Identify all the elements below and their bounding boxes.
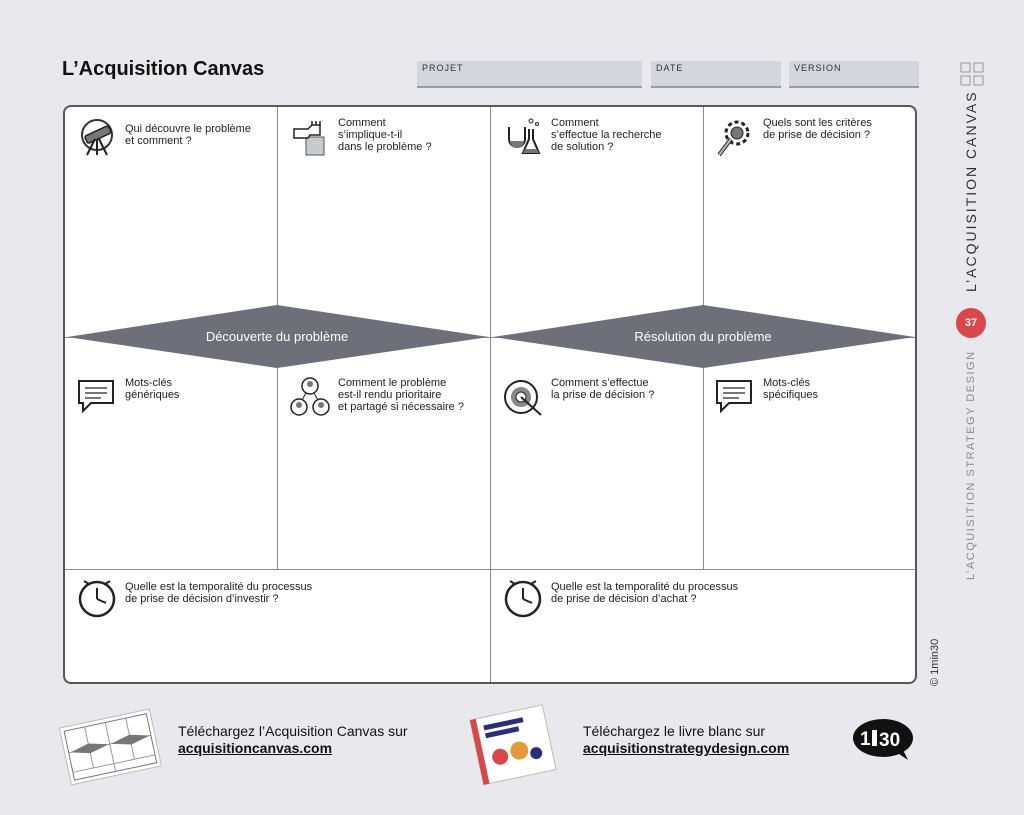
cell-label: Mots-clés génériques bbox=[125, 377, 180, 401]
svg-text:30: 30 bbox=[879, 730, 901, 751]
copyright: © 1min30 bbox=[929, 638, 941, 686]
page-title: L’Acquisition Canvas bbox=[62, 58, 265, 80]
footer-book-text: Téléchargez le livre blanc sur bbox=[583, 723, 766, 739]
book-cover-image bbox=[462, 700, 562, 790]
svg-text:1: 1 bbox=[860, 729, 871, 750]
diamond-label-resolution: Résolution du problème bbox=[634, 329, 772, 344]
project-field-label: PROJET bbox=[422, 63, 464, 73]
sidebar-title: L’ACQUISITION CANVAS bbox=[963, 90, 979, 292]
acquisitionstrategydesign-link[interactable]: acquisitionstrategydesign.com bbox=[583, 740, 790, 756]
hand-icon bbox=[288, 115, 332, 159]
version-field-label: VERSION bbox=[794, 63, 842, 73]
footer-canvas-text: Téléchargez l’Acquisition Canvas sur bbox=[178, 723, 408, 739]
clock-icon bbox=[501, 575, 545, 619]
cell-investment-timing[interactable] bbox=[75, 575, 312, 619]
cell-prioritization[interactable] bbox=[288, 375, 464, 419]
project-field[interactable] bbox=[417, 61, 642, 88]
cell-decision-process[interactable] bbox=[501, 375, 654, 419]
speech-bubble-icon bbox=[75, 375, 119, 419]
sidebar-subtitle: L’ACQUISITION STRATEGY DESIGN bbox=[965, 350, 977, 580]
grid-divider bbox=[490, 107, 491, 684]
cell-label: Comment s’effectue la recherche de solution ? bbox=[551, 117, 662, 153]
cell-involvement[interactable] bbox=[288, 115, 432, 159]
date-field[interactable] bbox=[651, 61, 781, 88]
speech-bubble-icon bbox=[713, 375, 757, 419]
acquisition-canvas bbox=[63, 105, 917, 684]
cell-label: Quels sont les critères de prise de décision ? bbox=[763, 117, 872, 141]
cell-discovery[interactable] bbox=[75, 115, 251, 159]
telescope-icon bbox=[75, 115, 119, 159]
cell-solution-search[interactable] bbox=[501, 115, 661, 159]
acquisitioncanvas-link[interactable]: acquisitioncanvas.com bbox=[178, 740, 333, 756]
canvas-thumbnail-image bbox=[52, 700, 168, 790]
cell-label: Comment s’effectue la prise de décision ? bbox=[551, 377, 655, 401]
gear-pencil-icon bbox=[713, 115, 757, 159]
cell-specific-keywords[interactable] bbox=[713, 375, 818, 419]
cell-generic-keywords[interactable] bbox=[75, 375, 179, 419]
cell-label: Quelle est la temporalité du processus de prise de décision d’investir ? bbox=[125, 581, 313, 605]
date-field-label: DATE bbox=[656, 63, 684, 73]
target-icon bbox=[501, 375, 545, 419]
cell-label: Mots-clés spécifiques bbox=[763, 377, 819, 401]
page-number-badge: 37 bbox=[956, 308, 986, 338]
version-field[interactable] bbox=[789, 61, 919, 88]
lab-flask-icon bbox=[501, 115, 545, 159]
cell-label: Qui découvre le problème et comment ? bbox=[125, 123, 251, 147]
cell-decision-criteria[interactable] bbox=[713, 115, 872, 159]
grid-icon bbox=[960, 62, 984, 86]
clock-icon bbox=[75, 575, 119, 619]
diamond-label-discovery: Découverte du problème bbox=[205, 329, 349, 344]
grid-divider bbox=[65, 569, 917, 570]
cell-purchase-timing[interactable] bbox=[501, 575, 738, 619]
footer-book-download bbox=[583, 723, 789, 757]
cell-label: Quelle est la temporalité du processus de prise de décision d’achat ? bbox=[551, 581, 739, 605]
logo-1min30 bbox=[852, 718, 914, 762]
people-network-icon bbox=[288, 375, 332, 419]
footer-canvas-download bbox=[178, 723, 408, 757]
cell-label: Comment s’implique-t-il dans le problème ? bbox=[338, 117, 432, 153]
cell-label: Comment le problème est-il rendu prioritaire et partagé si nécessaire ? bbox=[338, 377, 464, 413]
